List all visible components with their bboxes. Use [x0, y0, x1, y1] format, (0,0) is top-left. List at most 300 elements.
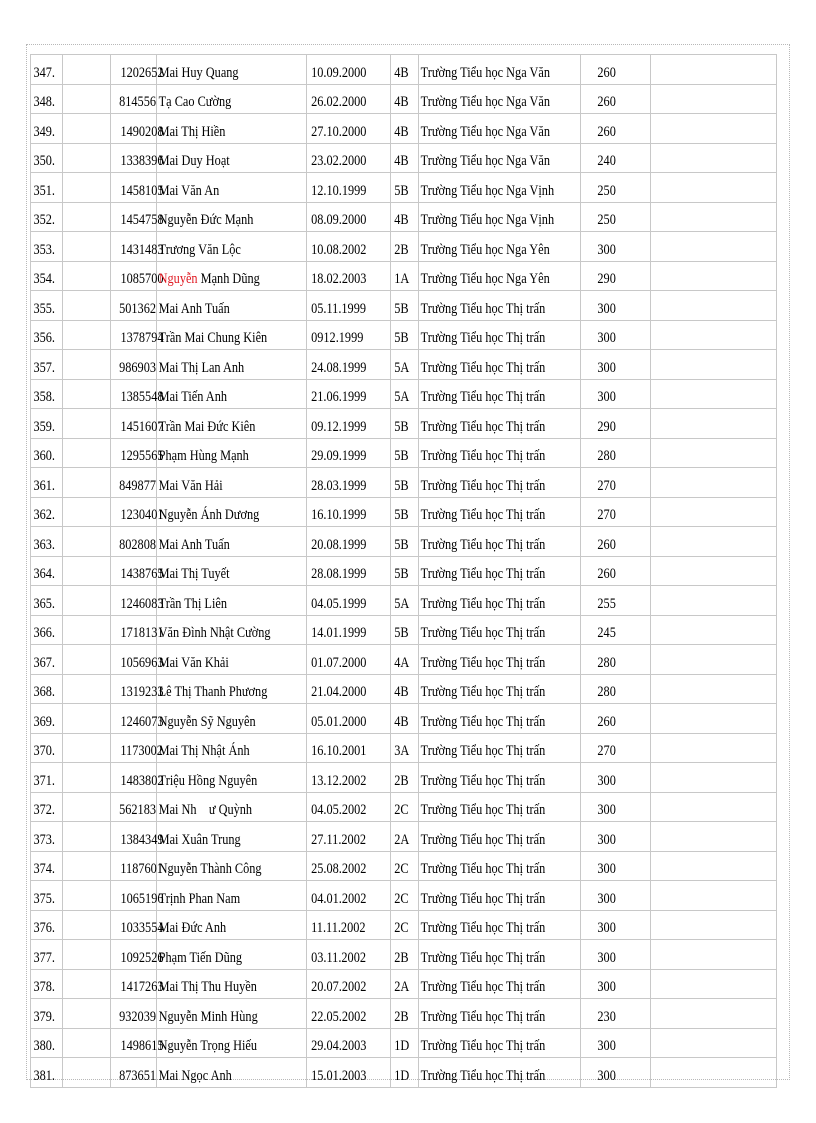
- blank-cell[interactable]: [63, 763, 111, 793]
- student-id-cell[interactable]: [111, 350, 157, 380]
- student-name-cell[interactable]: [157, 733, 307, 763]
- student-id-cell[interactable]: [111, 556, 164, 586]
- empty-cell[interactable]: [651, 55, 777, 85]
- blank-cell[interactable]: [63, 969, 111, 999]
- class-cell[interactable]: [391, 173, 419, 203]
- score-cell[interactable]: [581, 350, 651, 380]
- class-cell[interactable]: [391, 55, 419, 85]
- student-name-cell[interactable]: [157, 940, 307, 970]
- score-cell[interactable]: [581, 733, 651, 763]
- score-cell[interactable]: [581, 232, 651, 262]
- student-name-cell[interactable]: [157, 350, 307, 380]
- student-name-cell[interactable]: [157, 468, 307, 498]
- score-cell[interactable]: [581, 84, 651, 114]
- score-cell[interactable]: [581, 910, 651, 940]
- student-id-cell[interactable]: [111, 999, 157, 1029]
- class-cell[interactable]: [391, 409, 419, 439]
- empty-cell[interactable]: [651, 202, 777, 232]
- student-id-cell[interactable]: [111, 320, 164, 350]
- empty-cell[interactable]: [651, 497, 777, 527]
- score-cell[interactable]: [581, 1028, 651, 1058]
- row-number-cell[interactable]: [31, 143, 63, 173]
- blank-cell[interactable]: [63, 556, 111, 586]
- score-cell[interactable]: [581, 261, 651, 291]
- row-number-cell[interactable]: [31, 1028, 63, 1058]
- score-cell[interactable]: [581, 438, 651, 468]
- empty-cell[interactable]: [651, 527, 777, 557]
- school-cell[interactable]: [419, 615, 581, 645]
- empty-cell[interactable]: [651, 556, 777, 586]
- birth-date-cell[interactable]: [307, 320, 391, 350]
- empty-cell[interactable]: [651, 999, 777, 1029]
- school-cell[interactable]: [419, 173, 581, 203]
- empty-cell[interactable]: [651, 645, 777, 675]
- birth-date-cell[interactable]: [307, 261, 391, 291]
- birth-date-cell[interactable]: [307, 350, 391, 380]
- empty-cell[interactable]: [651, 615, 777, 645]
- blank-cell[interactable]: [63, 143, 111, 173]
- empty-cell[interactable]: [651, 704, 777, 734]
- student-name-cell[interactable]: [157, 409, 307, 439]
- empty-cell[interactable]: [651, 822, 777, 852]
- school-cell[interactable]: [419, 586, 581, 616]
- blank-cell[interactable]: [63, 232, 111, 262]
- empty-cell[interactable]: [651, 674, 777, 704]
- row-number-cell[interactable]: [31, 1058, 63, 1088]
- student-name-cell[interactable]: [157, 291, 307, 321]
- score-cell[interactable]: [581, 173, 651, 203]
- row-number-cell[interactable]: [31, 615, 63, 645]
- student-name-cell[interactable]: [157, 143, 307, 173]
- empty-cell[interactable]: [651, 969, 777, 999]
- student-name-cell[interactable]: [157, 55, 307, 85]
- blank-cell[interactable]: [63, 320, 111, 350]
- student-id-cell[interactable]: [111, 615, 164, 645]
- student-name-cell[interactable]: [157, 615, 307, 645]
- score-cell[interactable]: [581, 704, 651, 734]
- row-number-cell[interactable]: [31, 55, 63, 85]
- class-cell[interactable]: [391, 881, 419, 911]
- blank-cell[interactable]: [63, 527, 111, 557]
- birth-date-cell[interactable]: [307, 143, 391, 173]
- empty-cell[interactable]: [651, 792, 777, 822]
- birth-date-cell[interactable]: [307, 1028, 391, 1058]
- student-name-cell[interactable]: [157, 851, 307, 881]
- birth-date-cell[interactable]: [307, 55, 391, 85]
- row-number-cell[interactable]: [31, 320, 63, 350]
- school-cell[interactable]: [419, 55, 581, 85]
- class-cell[interactable]: [391, 291, 419, 321]
- student-id-cell[interactable]: [111, 704, 164, 734]
- score-cell[interactable]: [581, 763, 651, 793]
- class-cell[interactable]: [391, 84, 419, 114]
- empty-cell[interactable]: [651, 1058, 777, 1088]
- student-name-cell[interactable]: [157, 910, 307, 940]
- school-cell[interactable]: [419, 84, 581, 114]
- score-cell[interactable]: [581, 114, 651, 144]
- blank-cell[interactable]: [63, 1028, 111, 1058]
- class-cell[interactable]: [391, 999, 419, 1029]
- class-cell[interactable]: [391, 645, 419, 675]
- student-name-cell[interactable]: [157, 1028, 307, 1058]
- student-id-cell[interactable]: [111, 527, 157, 557]
- student-id-cell[interactable]: [111, 379, 164, 409]
- student-id-cell[interactable]: [111, 733, 163, 763]
- student-name-cell[interactable]: [157, 999, 307, 1029]
- score-cell[interactable]: [581, 792, 651, 822]
- blank-cell[interactable]: [63, 202, 111, 232]
- student-name-cell[interactable]: [157, 556, 307, 586]
- blank-cell[interactable]: [63, 792, 111, 822]
- score-cell[interactable]: [581, 645, 651, 675]
- school-cell[interactable]: [419, 674, 581, 704]
- school-cell[interactable]: [419, 527, 581, 557]
- blank-cell[interactable]: [63, 55, 111, 85]
- birth-date-cell[interactable]: [307, 114, 391, 144]
- student-id-cell[interactable]: [111, 232, 164, 262]
- row-number-cell[interactable]: [31, 438, 63, 468]
- school-cell[interactable]: [419, 999, 581, 1029]
- student-name-cell[interactable]: [157, 645, 307, 675]
- class-cell[interactable]: [391, 822, 419, 852]
- score-cell[interactable]: [581, 586, 651, 616]
- student-name-cell[interactable]: [157, 822, 307, 852]
- student-name-cell[interactable]: [157, 438, 307, 468]
- school-cell[interactable]: [419, 291, 581, 321]
- school-cell[interactable]: [419, 910, 581, 940]
- empty-cell[interactable]: [651, 409, 777, 439]
- student-id-cell[interactable]: [111, 851, 163, 881]
- student-id-cell[interactable]: [111, 497, 164, 527]
- birth-date-cell[interactable]: [307, 910, 391, 940]
- birth-date-cell[interactable]: [307, 999, 391, 1029]
- class-cell[interactable]: [391, 379, 419, 409]
- row-number-cell[interactable]: [31, 645, 63, 675]
- birth-date-cell[interactable]: [307, 202, 391, 232]
- school-cell[interactable]: [419, 969, 581, 999]
- row-number-cell[interactable]: [31, 881, 63, 911]
- school-cell[interactable]: [419, 468, 581, 498]
- birth-date-cell[interactable]: [307, 84, 391, 114]
- blank-cell[interactable]: [63, 84, 111, 114]
- student-name-cell[interactable]: [157, 969, 307, 999]
- birth-date-cell[interactable]: [307, 527, 391, 557]
- row-number-cell[interactable]: [31, 202, 63, 232]
- student-name-cell[interactable]: [157, 674, 307, 704]
- school-cell[interactable]: [419, 645, 581, 675]
- birth-date-cell[interactable]: [307, 409, 391, 439]
- birth-date-cell[interactable]: [307, 586, 391, 616]
- row-number-cell[interactable]: [31, 792, 63, 822]
- row-number-cell[interactable]: [31, 704, 63, 734]
- row-number-cell[interactable]: [31, 84, 63, 114]
- score-cell[interactable]: [581, 999, 651, 1029]
- birth-date-cell[interactable]: [307, 792, 391, 822]
- student-name-cell[interactable]: [157, 586, 307, 616]
- score-cell[interactable]: [581, 497, 651, 527]
- student-id-cell[interactable]: [111, 645, 164, 675]
- blank-cell[interactable]: [63, 379, 111, 409]
- blank-cell[interactable]: [63, 173, 111, 203]
- birth-date-cell[interactable]: [307, 468, 391, 498]
- student-name-cell[interactable]: [157, 114, 307, 144]
- row-number-cell[interactable]: [31, 409, 63, 439]
- row-number-cell[interactable]: [31, 379, 63, 409]
- school-cell[interactable]: [419, 822, 581, 852]
- student-id-cell[interactable]: [111, 792, 157, 822]
- birth-date-cell[interactable]: [307, 173, 391, 203]
- row-number-cell[interactable]: [31, 940, 63, 970]
- row-number-cell[interactable]: [31, 999, 63, 1029]
- student-id-cell[interactable]: [111, 1058, 157, 1088]
- student-id-cell[interactable]: [111, 910, 164, 940]
- blank-cell[interactable]: [63, 291, 111, 321]
- class-cell[interactable]: [391, 438, 419, 468]
- score-cell[interactable]: [581, 881, 651, 911]
- birth-date-cell[interactable]: [307, 379, 391, 409]
- student-id-cell[interactable]: [111, 674, 164, 704]
- row-number-cell[interactable]: [31, 822, 63, 852]
- school-cell[interactable]: [419, 733, 581, 763]
- birth-date-cell[interactable]: [307, 291, 391, 321]
- class-cell[interactable]: [391, 851, 419, 881]
- birth-date-cell[interactable]: [307, 881, 391, 911]
- school-cell[interactable]: [419, 350, 581, 380]
- empty-cell[interactable]: [651, 940, 777, 970]
- school-cell[interactable]: [419, 438, 581, 468]
- blank-cell[interactable]: [63, 1058, 111, 1088]
- student-id-cell[interactable]: [111, 881, 164, 911]
- empty-cell[interactable]: [651, 143, 777, 173]
- student-id-cell[interactable]: [111, 763, 164, 793]
- birth-date-cell[interactable]: [307, 704, 391, 734]
- class-cell[interactable]: [391, 320, 419, 350]
- score-cell[interactable]: [581, 291, 651, 321]
- blank-cell[interactable]: [63, 261, 111, 291]
- student-id-cell[interactable]: [111, 114, 164, 144]
- row-number-cell[interactable]: [31, 910, 63, 940]
- blank-cell[interactable]: [63, 999, 111, 1029]
- score-cell[interactable]: [581, 940, 651, 970]
- row-number-cell[interactable]: [31, 851, 63, 881]
- student-name-cell[interactable]: [157, 763, 307, 793]
- birth-date-cell[interactable]: [307, 674, 391, 704]
- empty-cell[interactable]: [651, 438, 777, 468]
- class-cell[interactable]: [391, 114, 419, 144]
- score-cell[interactable]: [581, 1058, 651, 1088]
- empty-cell[interactable]: [651, 114, 777, 144]
- student-id-cell[interactable]: [111, 261, 164, 291]
- row-number-cell[interactable]: [31, 497, 63, 527]
- class-cell[interactable]: [391, 556, 419, 586]
- blank-cell[interactable]: [63, 674, 111, 704]
- birth-date-cell[interactable]: [307, 763, 391, 793]
- blank-cell[interactable]: [63, 940, 111, 970]
- birth-date-cell[interactable]: [307, 497, 391, 527]
- score-cell[interactable]: [581, 409, 651, 439]
- school-cell[interactable]: [419, 232, 581, 262]
- school-cell[interactable]: [419, 704, 581, 734]
- blank-cell[interactable]: [63, 704, 111, 734]
- school-cell[interactable]: [419, 851, 581, 881]
- school-cell[interactable]: [419, 202, 581, 232]
- blank-cell[interactable]: [63, 881, 111, 911]
- student-name-cell[interactable]: [157, 527, 307, 557]
- class-cell[interactable]: [391, 527, 419, 557]
- row-number-cell[interactable]: [31, 674, 63, 704]
- empty-cell[interactable]: [651, 468, 777, 498]
- row-number-cell[interactable]: [31, 232, 63, 262]
- school-cell[interactable]: [419, 143, 581, 173]
- birth-date-cell[interactable]: [307, 969, 391, 999]
- empty-cell[interactable]: [651, 851, 777, 881]
- school-cell[interactable]: [419, 497, 581, 527]
- student-id-cell[interactable]: [111, 173, 164, 203]
- empty-cell[interactable]: [651, 84, 777, 114]
- student-id-cell[interactable]: [111, 291, 157, 321]
- class-cell[interactable]: [391, 704, 419, 734]
- blank-cell[interactable]: [63, 645, 111, 675]
- class-cell[interactable]: [391, 733, 419, 763]
- empty-cell[interactable]: [651, 261, 777, 291]
- blank-cell[interactable]: [63, 851, 111, 881]
- student-id-cell[interactable]: [111, 202, 164, 232]
- empty-cell[interactable]: [651, 1028, 777, 1058]
- school-cell[interactable]: [419, 379, 581, 409]
- row-number-cell[interactable]: [31, 173, 63, 203]
- birth-date-cell[interactable]: [307, 645, 391, 675]
- birth-date-cell[interactable]: [307, 556, 391, 586]
- score-cell[interactable]: [581, 468, 651, 498]
- school-cell[interactable]: [419, 409, 581, 439]
- empty-cell[interactable]: [651, 586, 777, 616]
- student-name-cell[interactable]: [157, 261, 307, 291]
- empty-cell[interactable]: [651, 350, 777, 380]
- birth-date-cell[interactable]: [307, 232, 391, 262]
- score-cell[interactable]: [581, 969, 651, 999]
- score-cell[interactable]: [581, 379, 651, 409]
- school-cell[interactable]: [419, 1058, 581, 1088]
- class-cell[interactable]: [391, 969, 419, 999]
- student-id-cell[interactable]: [111, 969, 164, 999]
- school-cell[interactable]: [419, 763, 581, 793]
- class-cell[interactable]: [391, 350, 419, 380]
- blank-cell[interactable]: [63, 822, 111, 852]
- score-cell[interactable]: [581, 527, 651, 557]
- birth-date-cell[interactable]: [307, 940, 391, 970]
- class-cell[interactable]: [391, 497, 419, 527]
- student-id-cell[interactable]: [111, 55, 164, 85]
- school-cell[interactable]: [419, 261, 581, 291]
- class-cell[interactable]: [391, 615, 419, 645]
- row-number-cell[interactable]: [31, 114, 63, 144]
- blank-cell[interactable]: [63, 409, 111, 439]
- score-cell[interactable]: [581, 143, 651, 173]
- blank-cell[interactable]: [63, 586, 111, 616]
- empty-cell[interactable]: [651, 232, 777, 262]
- score-cell[interactable]: [581, 851, 651, 881]
- class-cell[interactable]: [391, 586, 419, 616]
- school-cell[interactable]: [419, 114, 581, 144]
- school-cell[interactable]: [419, 792, 581, 822]
- row-number-cell[interactable]: [31, 261, 63, 291]
- student-name-cell[interactable]: [157, 1058, 307, 1088]
- empty-cell[interactable]: [651, 763, 777, 793]
- class-cell[interactable]: [391, 143, 419, 173]
- student-name-cell[interactable]: [157, 379, 307, 409]
- row-number-cell[interactable]: [31, 291, 63, 321]
- school-cell[interactable]: [419, 940, 581, 970]
- birth-date-cell[interactable]: [307, 615, 391, 645]
- class-cell[interactable]: [391, 792, 419, 822]
- student-name-cell[interactable]: [157, 320, 307, 350]
- blank-cell[interactable]: [63, 497, 111, 527]
- birth-date-cell[interactable]: [307, 1058, 391, 1088]
- blank-cell[interactable]: [63, 350, 111, 380]
- student-id-cell[interactable]: [111, 143, 164, 173]
- class-cell[interactable]: [391, 261, 419, 291]
- blank-cell[interactable]: [63, 615, 111, 645]
- student-id-cell[interactable]: [111, 84, 157, 114]
- empty-cell[interactable]: [651, 379, 777, 409]
- row-number-cell[interactable]: [31, 733, 63, 763]
- class-cell[interactable]: [391, 940, 419, 970]
- row-number-cell[interactable]: [31, 586, 63, 616]
- class-cell[interactable]: [391, 763, 419, 793]
- empty-cell[interactable]: [651, 881, 777, 911]
- student-name-cell[interactable]: [157, 497, 307, 527]
- school-cell[interactable]: [419, 320, 581, 350]
- student-name-cell[interactable]: [157, 84, 307, 114]
- class-cell[interactable]: [391, 910, 419, 940]
- score-cell[interactable]: [581, 822, 651, 852]
- student-id-cell[interactable]: [111, 586, 164, 616]
- empty-cell[interactable]: [651, 733, 777, 763]
- student-name-cell[interactable]: [157, 792, 307, 822]
- blank-cell[interactable]: [63, 910, 111, 940]
- birth-date-cell[interactable]: [307, 851, 391, 881]
- class-cell[interactable]: [391, 468, 419, 498]
- student-id-cell[interactable]: [111, 822, 164, 852]
- student-name-cell[interactable]: [157, 704, 307, 734]
- blank-cell[interactable]: [63, 114, 111, 144]
- birth-date-cell[interactable]: [307, 733, 391, 763]
- class-cell[interactable]: [391, 232, 419, 262]
- student-id-cell[interactable]: [111, 409, 164, 439]
- score-cell[interactable]: [581, 202, 651, 232]
- birth-date-cell[interactable]: [307, 822, 391, 852]
- score-cell[interactable]: [581, 556, 651, 586]
- empty-cell[interactable]: [651, 910, 777, 940]
- row-number-cell[interactable]: [31, 763, 63, 793]
- blank-cell[interactable]: [63, 733, 111, 763]
- empty-cell[interactable]: [651, 173, 777, 203]
- score-cell[interactable]: [581, 674, 651, 704]
- score-cell[interactable]: [581, 615, 651, 645]
- blank-cell[interactable]: [63, 438, 111, 468]
- class-cell[interactable]: [391, 202, 419, 232]
- student-id-cell[interactable]: [111, 1028, 164, 1058]
- empty-cell[interactable]: [651, 291, 777, 321]
- empty-cell[interactable]: [651, 320, 777, 350]
- blank-cell[interactable]: [63, 468, 111, 498]
- score-cell[interactable]: [581, 320, 651, 350]
- birth-date-cell[interactable]: [307, 438, 391, 468]
- school-cell[interactable]: [419, 556, 581, 586]
- student-name-cell[interactable]: [157, 173, 307, 203]
- school-cell[interactable]: [419, 881, 581, 911]
- student-name-cell[interactable]: [157, 881, 307, 911]
